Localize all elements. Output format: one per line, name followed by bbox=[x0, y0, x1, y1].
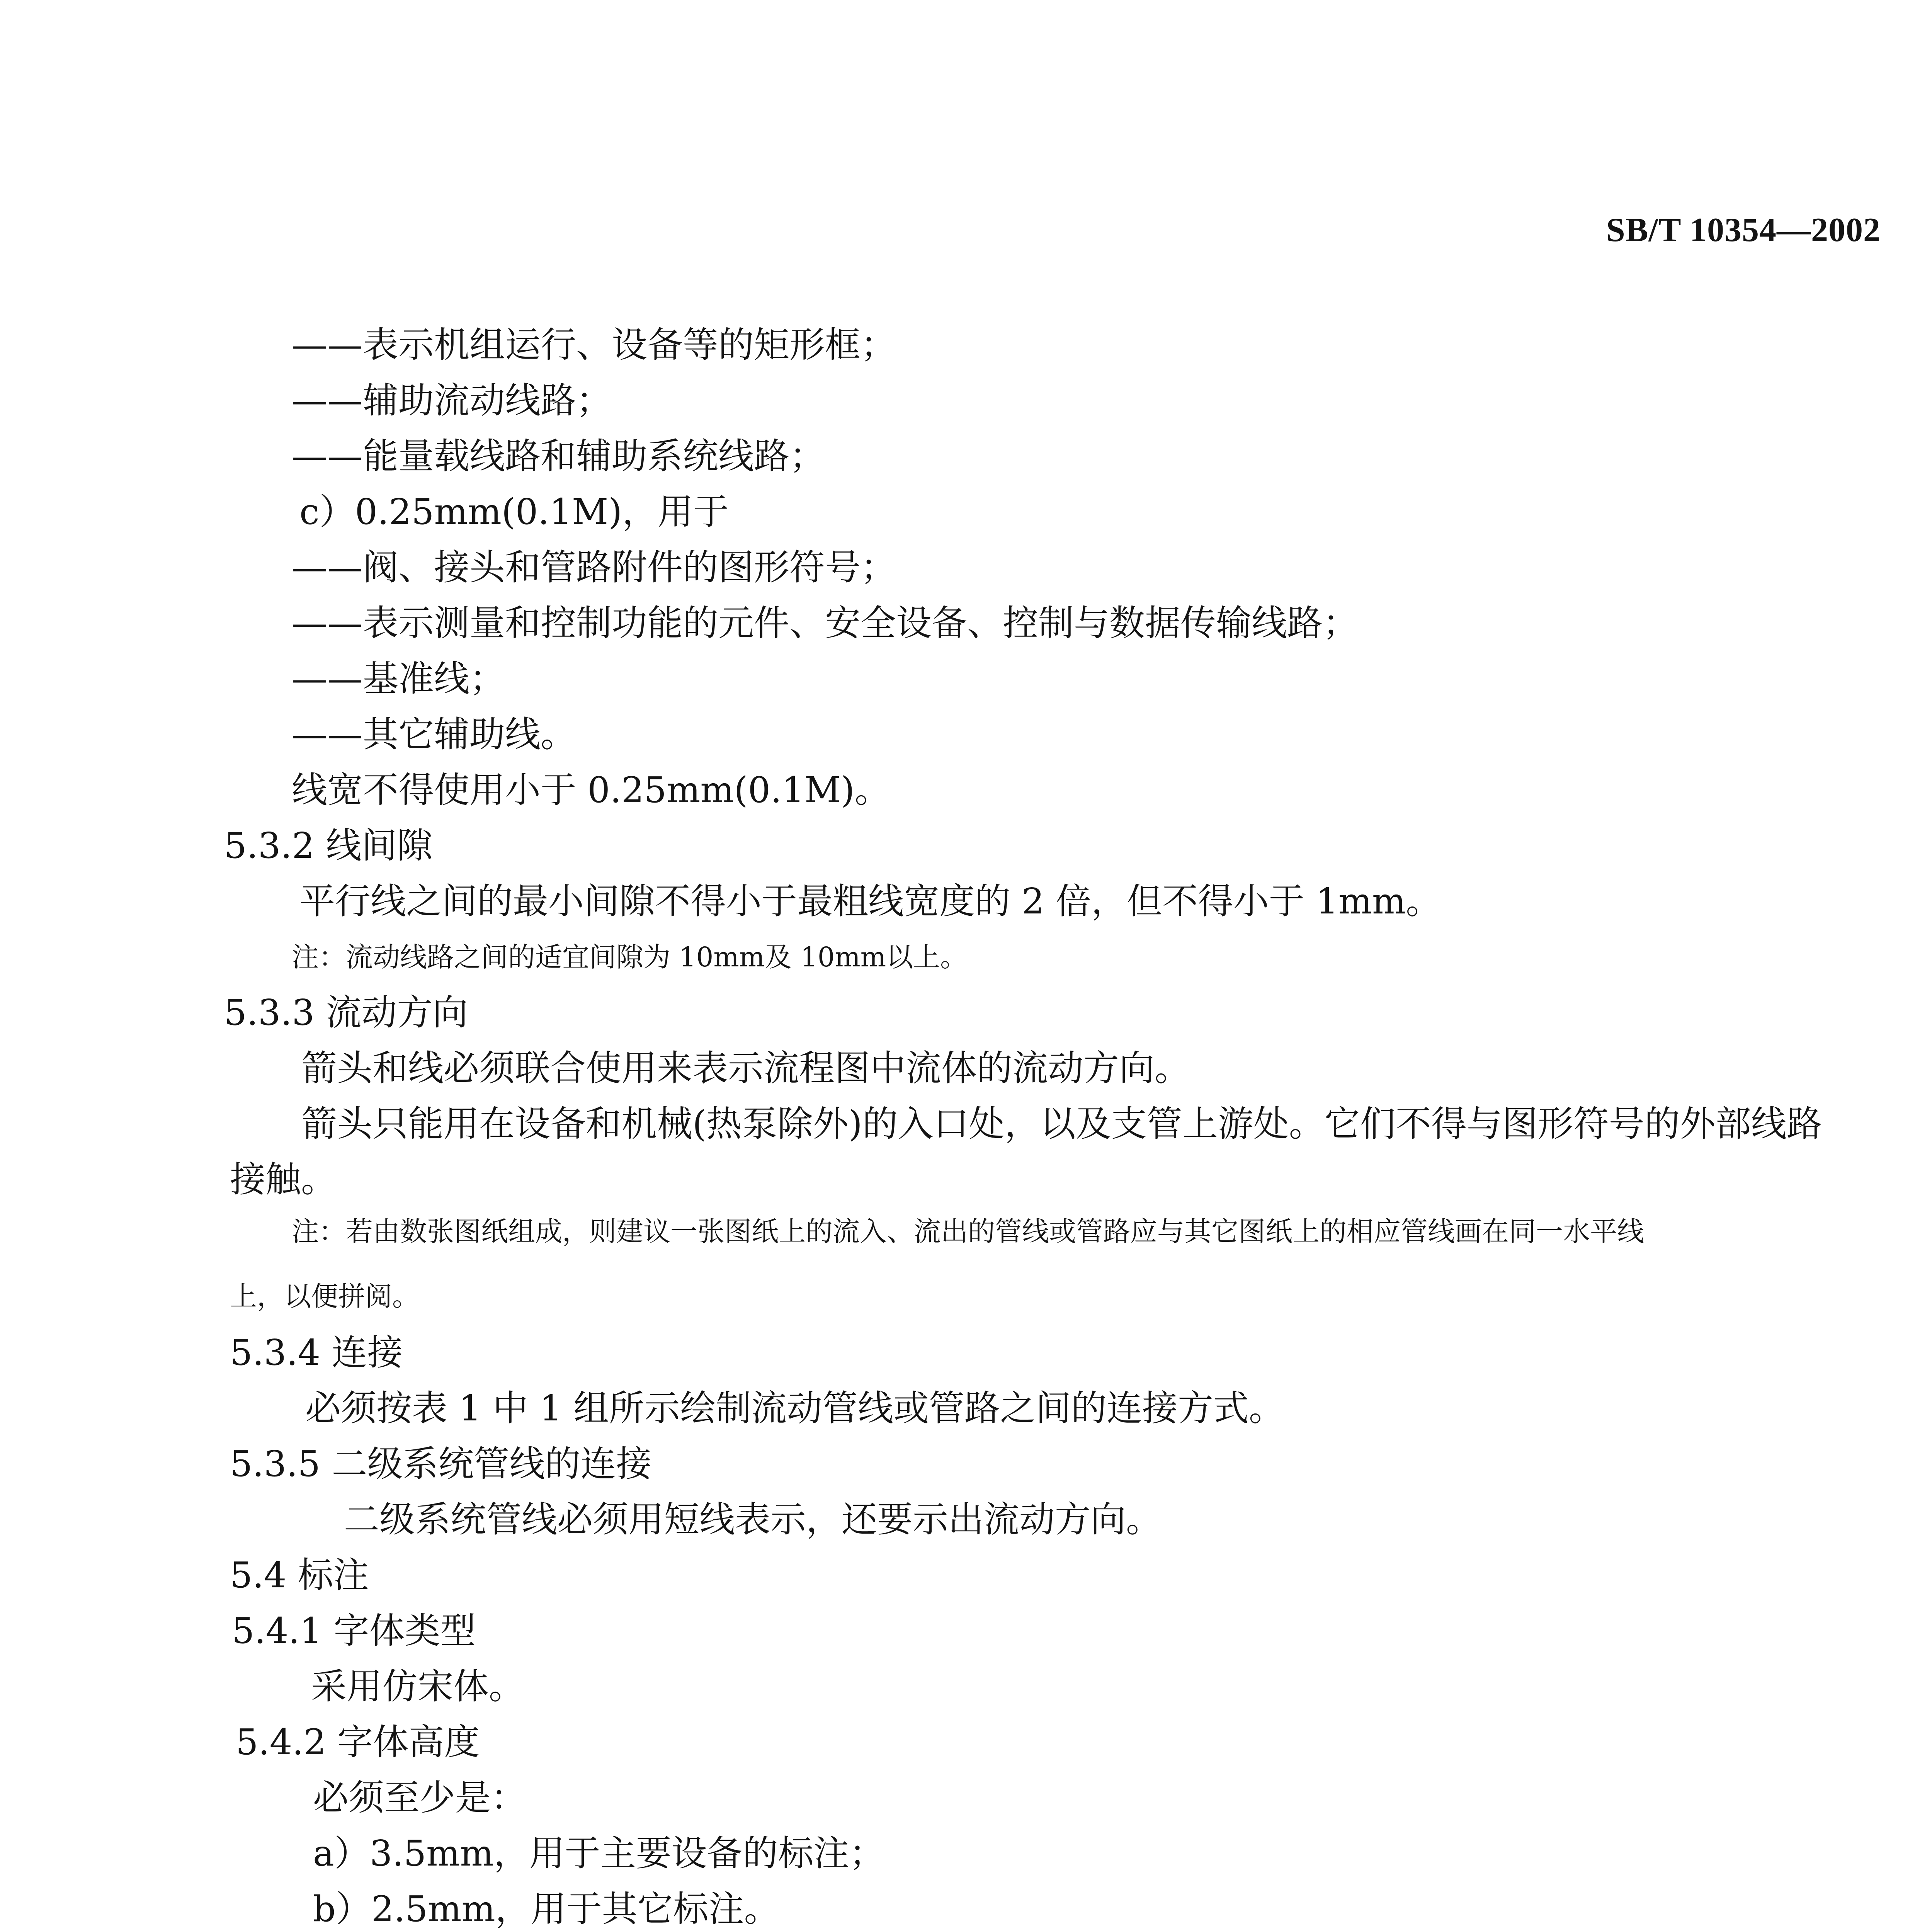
dash-item-reference-line: ——基准线； bbox=[292, 658, 505, 699]
item-a-main-equipment: a）3.5mm，用于主要设备的标注； bbox=[313, 1833, 885, 1874]
note-multiple-drawings-2: 上，以便拼阅。 bbox=[230, 1281, 419, 1312]
section-heading-5-3-4: 5.3.4 连接 bbox=[230, 1332, 403, 1373]
paragraph-arrow-usage: 箭头和线必须联合使用来表示流程图中流体的流动方向。 bbox=[301, 1048, 1190, 1089]
note-multiple-drawings-1: 注：若由数张图纸组成，则建议一张图纸上的流入、流出的管线或管路应与其它图纸上的相应管线画在同一水平线 bbox=[292, 1216, 1644, 1247]
dash-item-valve-symbols: ——阀、接头和管路附件的图形符号； bbox=[292, 547, 896, 588]
section-heading-5-3-5: 5.3.5 二级系统管线的连接 bbox=[230, 1443, 652, 1485]
item-c-line-width: c）0.25mm(0.1M)，用于 bbox=[299, 491, 729, 532]
section-heading-5-4-1: 5.4.1 字体类型 bbox=[232, 1610, 476, 1651]
section-heading-5-3-2: 5.3.2 线间隙 bbox=[224, 825, 433, 866]
section-heading-5-4: 5.4 标注 bbox=[230, 1554, 369, 1596]
paragraph-connection-method: 必须按表 1 中 1 组所示绘制流动管线或管路之间的连接方式。 bbox=[305, 1388, 1285, 1429]
line-width-minimum: 线宽不得使用小于 0.25mm(0.1M)。 bbox=[292, 769, 890, 811]
paragraph-arrow-position-2: 接触。 bbox=[230, 1159, 337, 1200]
paragraph-arrow-position-1: 箭头只能用在设备和机械(热泵除外)的入口处，以及支管上游处。它们不得与图形符号的外部线路 bbox=[301, 1103, 1822, 1145]
dash-item-other-auxiliary: ——其它辅助线。 bbox=[292, 714, 577, 755]
dash-item-measurement-control: ——表示测量和控制功能的元件、安全设备、控制与数据传输线路； bbox=[292, 602, 1359, 644]
dash-item-auxiliary-flow-line: ——辅助流动线路； bbox=[292, 380, 612, 421]
section-heading-5-3-3: 5.3.3 流动方向 bbox=[224, 992, 468, 1033]
item-b-other-labels: b）2.5mm，用于其它标注。 bbox=[313, 1888, 780, 1930]
paragraph-font-type: 采用仿宋体。 bbox=[311, 1666, 525, 1707]
dash-item-energy-carrier-line: ——能量载线路和辅助系统线路； bbox=[292, 435, 825, 477]
paragraph-parallel-line-gap: 平行线之间的最小间隙不得小于最粗线宽度的 2 倍，但不得小于 1mm。 bbox=[299, 881, 1442, 922]
section-heading-5-4-2: 5.4.2 字体高度 bbox=[236, 1721, 480, 1763]
dash-item-rectangle-frame: ——表示机组运行、设备等的矩形框； bbox=[292, 324, 896, 366]
standard-code: SB/T 10354—2002 bbox=[1606, 211, 1881, 249]
paragraph-must-be-at-least: 必须至少是： bbox=[313, 1777, 527, 1818]
paragraph-secondary-lines: 二级系统管线必须用短线表示，还要示出流动方向。 bbox=[344, 1499, 1162, 1540]
note-flow-line-spacing: 注：流动线路之间的适宜间隙为 10mm及 10mm以上。 bbox=[292, 941, 968, 973]
